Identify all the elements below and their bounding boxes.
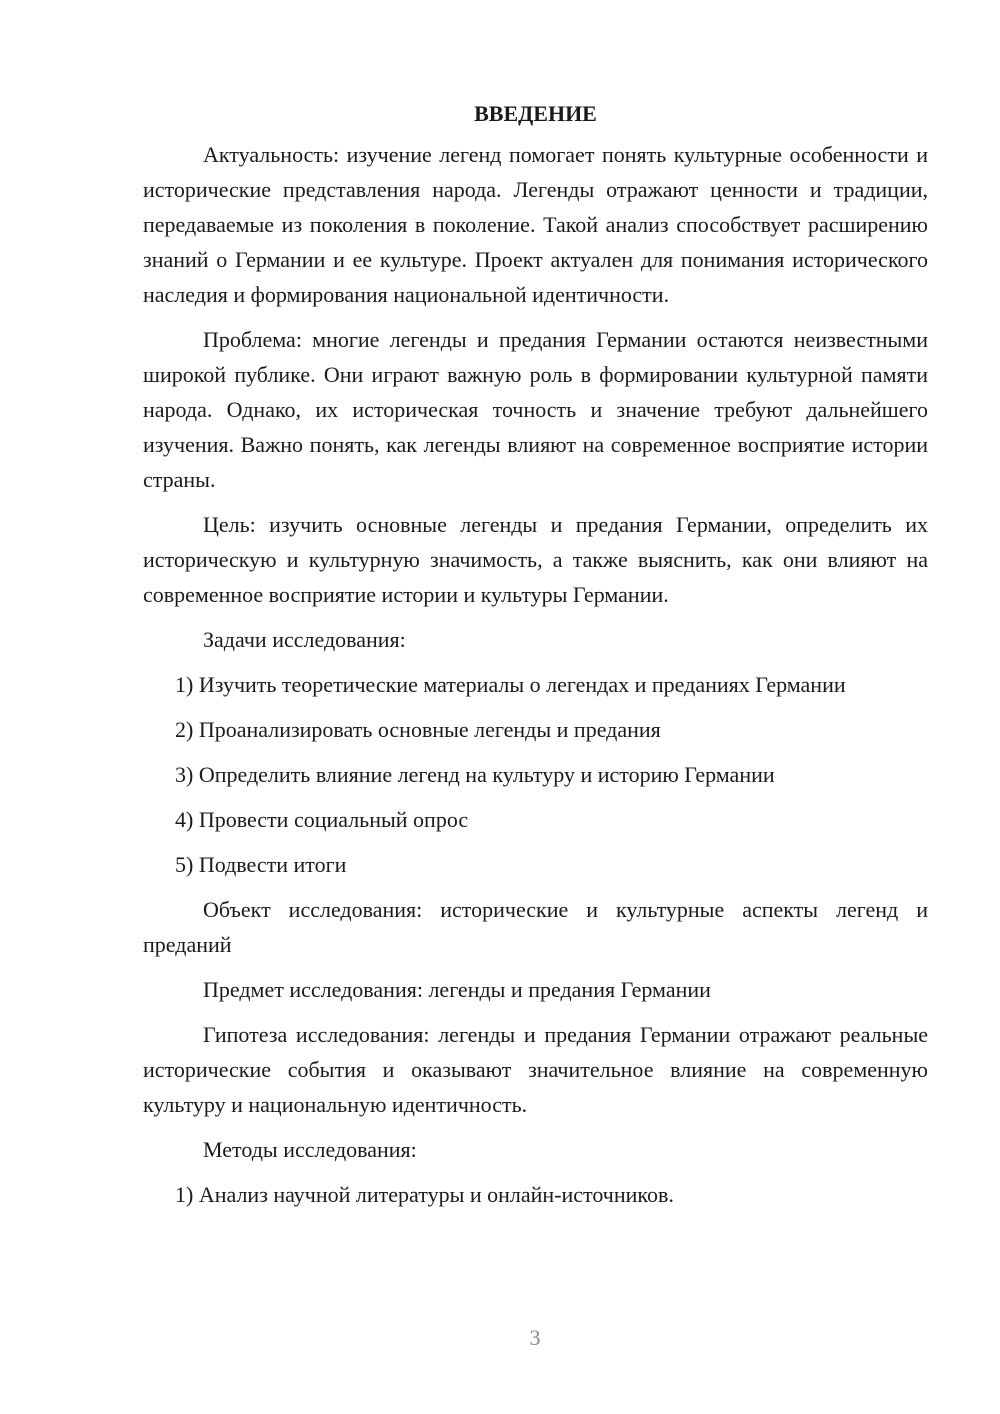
paragraph-subject: Предмет исследования: легенды и предания Германии [203, 977, 711, 1002]
task-item-3: 3) Определить влияние легенд на культуру и историю Германии [175, 762, 775, 787]
task-item-1: 1) Изучить теоретические материалы о легендах и преданиях Германии [175, 672, 846, 697]
methods-heading: Методы исследования: [203, 1137, 417, 1162]
paragraph-goal: Цель: изучить основные легенды и предания Германии, определить их историческую и культурную значимость, а также выяснить, как они влияют на современное восприятие истории и культуры Германии. [143, 512, 928, 607]
document-page [143, 96, 928, 1222]
task-item-5: 5) Подвести итоги [175, 852, 347, 877]
paragraph-relevance: Актуальность: изучение легенд помогает понять культурные особенности и исторические представления народа. Легенды отражают ценности и традиции, передаваемые из поколения в поколение. Такой анализ способствует расширению знаний о Германии и ее культуре. Проект актуален для понимания исторического наследия и формирования национальной идентичности. [143, 142, 928, 307]
task-item-4: 4) Провести социальный опрос [175, 807, 469, 832]
tasks-heading: Задачи исследования: [203, 627, 406, 652]
page-number: 3 [529, 1325, 541, 1350]
task-item-2: 2) Проанализировать основные легенды и предания [175, 717, 661, 742]
paragraph-object: Объект исследования: исторические и культурные аспекты легенд и преданий [143, 897, 928, 957]
paragraph-problem: Проблема: многие легенды и предания Германии остаются неизвестными широкой публике. Они играют важную роль в формировании культурной памяти народа. Однако, их историческая точность и значение требуют дальнейшего изучения. Важно понять, как легенды влияют на современное восприятие истории страны. [143, 327, 928, 492]
paragraph-hypothesis: Гипотеза исследования: легенды и предания Германии отражают реальные исторические события и оказывают значительное влияние на современную культуру и национальную идентичность. [143, 1022, 928, 1117]
document-title: ВВЕДЕНИЕ [474, 101, 597, 126]
method-item-1: 1) Анализ научной литературы и онлайн-источников. [175, 1182, 674, 1207]
